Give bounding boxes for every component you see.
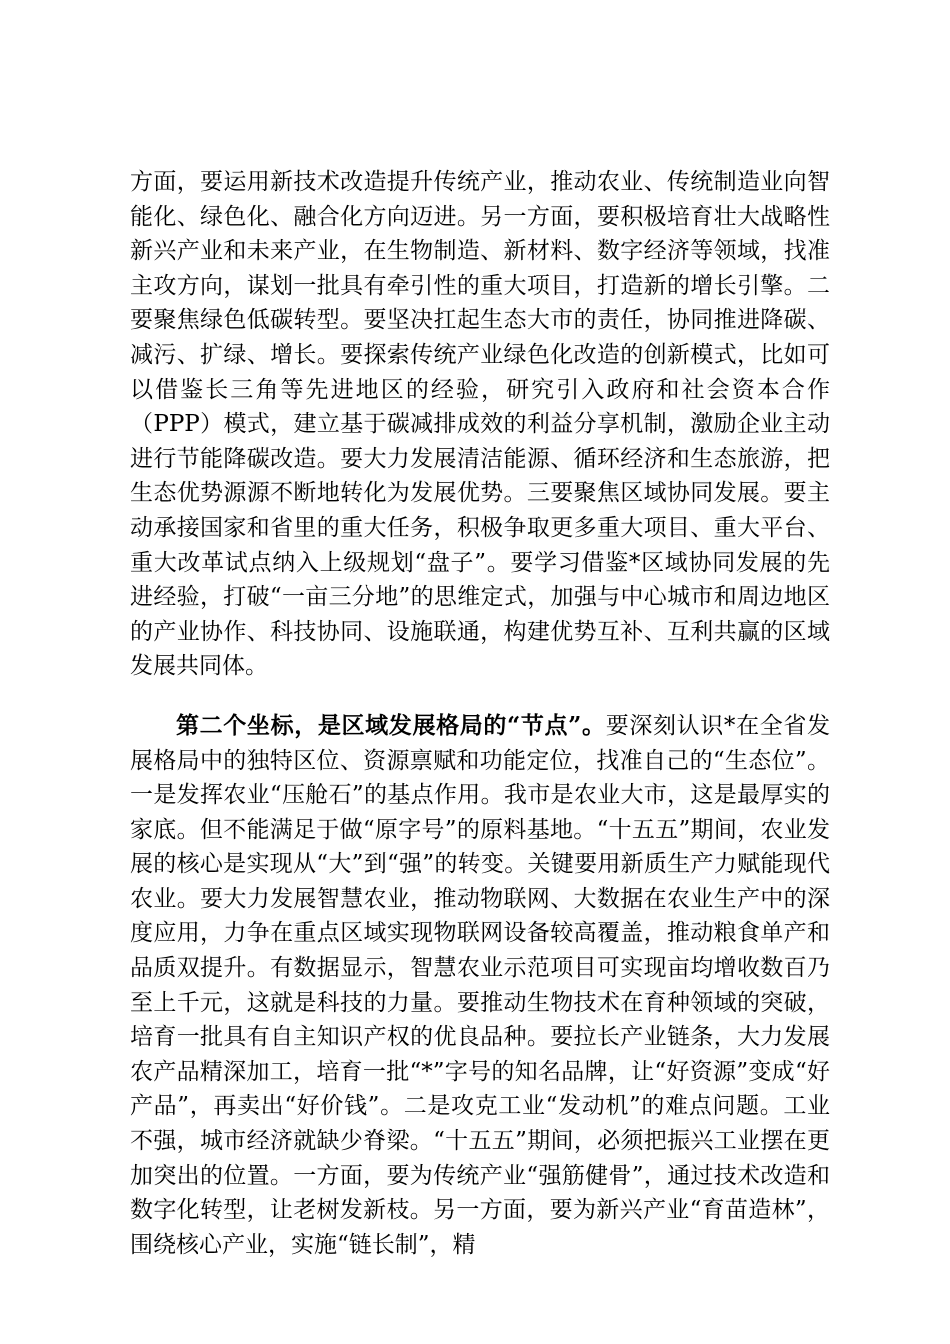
paragraph-regional-node [130,709,830,1263]
document-page [130,165,830,1262]
paragraph-spacer [130,684,830,709]
paragraph-body: 要深刻认识*在全省发展格局中的独特区位、资源禀赋和功能定位，找准自己的“生态位”。一是发挥农业“压舱石”的基点作用。我市是农业大市，这是最厚实的家底。但不能满足于做“原字号”的原料基地。“十五五”期间，农业发展的核心是实现从“大”到“强”的转变。关键要用新质生产力赋能现代农业。要大力发展智慧农业，推动物联网、大数据在农业生产中的深度应用，力争在重点区域实现物联网设备较高覆盖，推动粮食单产和品质双提升。有数据显示，智慧农业示范项目可实现亩均增收数百乃至上千元，这就是科技的力量。要推动生物技术在育种领域的突破，培育一批具有自主知识产权的优良品种。要拉长产业链条，大力发展农产品精深加工，培育一批“*”字号的知名品牌，让“好资源”变成“好产品”，再卖出“好价钱”。二是攻克工业“发动机”的难点问题。工业不强，城市经济就缺少脊梁。“十五五”期间，必须把振兴工业摆在更加突出的位置。一方面，要为传统产业“强筋健骨”，通过技术改造和数字化转型，让老树发新枝。另一方面，要为新兴产业“育苗造林”，围绕核心产业，实施“链长制”，精 [130,712,830,1258]
paragraph-industry-upgrade: 方面，要运用新技术改造提升传统产业，推动农业、传统制造业向智能化、绿色化、融合化方向迈进。另一方面，要积极培育壮大战略性新兴产业和未来产业，在生物制造、新材料、数字经济等领域，找准主攻方向，谋划一批具有牵引性的重大项目，打造新的增长引擎。二要聚焦绿色低碳转型。要坚决扛起生态大市的责任，协同推进降碳、减污、扩绿、增长。要探索传统产业绿色化改造的创新模式，比如可以借鉴长三角等先进地区的经验，研究引入政府和社会资本合作（PPP）模式，建立基于碳减排成效的利益分享机制，激励企业主动进行节能降碳改造。要大力发展清洁能源、循环经济和生态旅游，把生态优势源源不断地转化为发展优势。三要聚焦区域协同发展。要主动承接国家和省里的重大任务，积极争取更多重大项目、重大平台、重大改革试点纳入上级规划“盘子”。要学习借鉴*区域协同发展的先进经验，打破“一亩三分地”的思维定式，加强与中心城市和周边地区的产业协作、科技协同、设施联通，构建优势互补、互利共赢的区域发展共同体。 [130,169,830,680]
section-heading: 第二个坐标，是区域发展格局的“节点”。 [176,711,606,739]
